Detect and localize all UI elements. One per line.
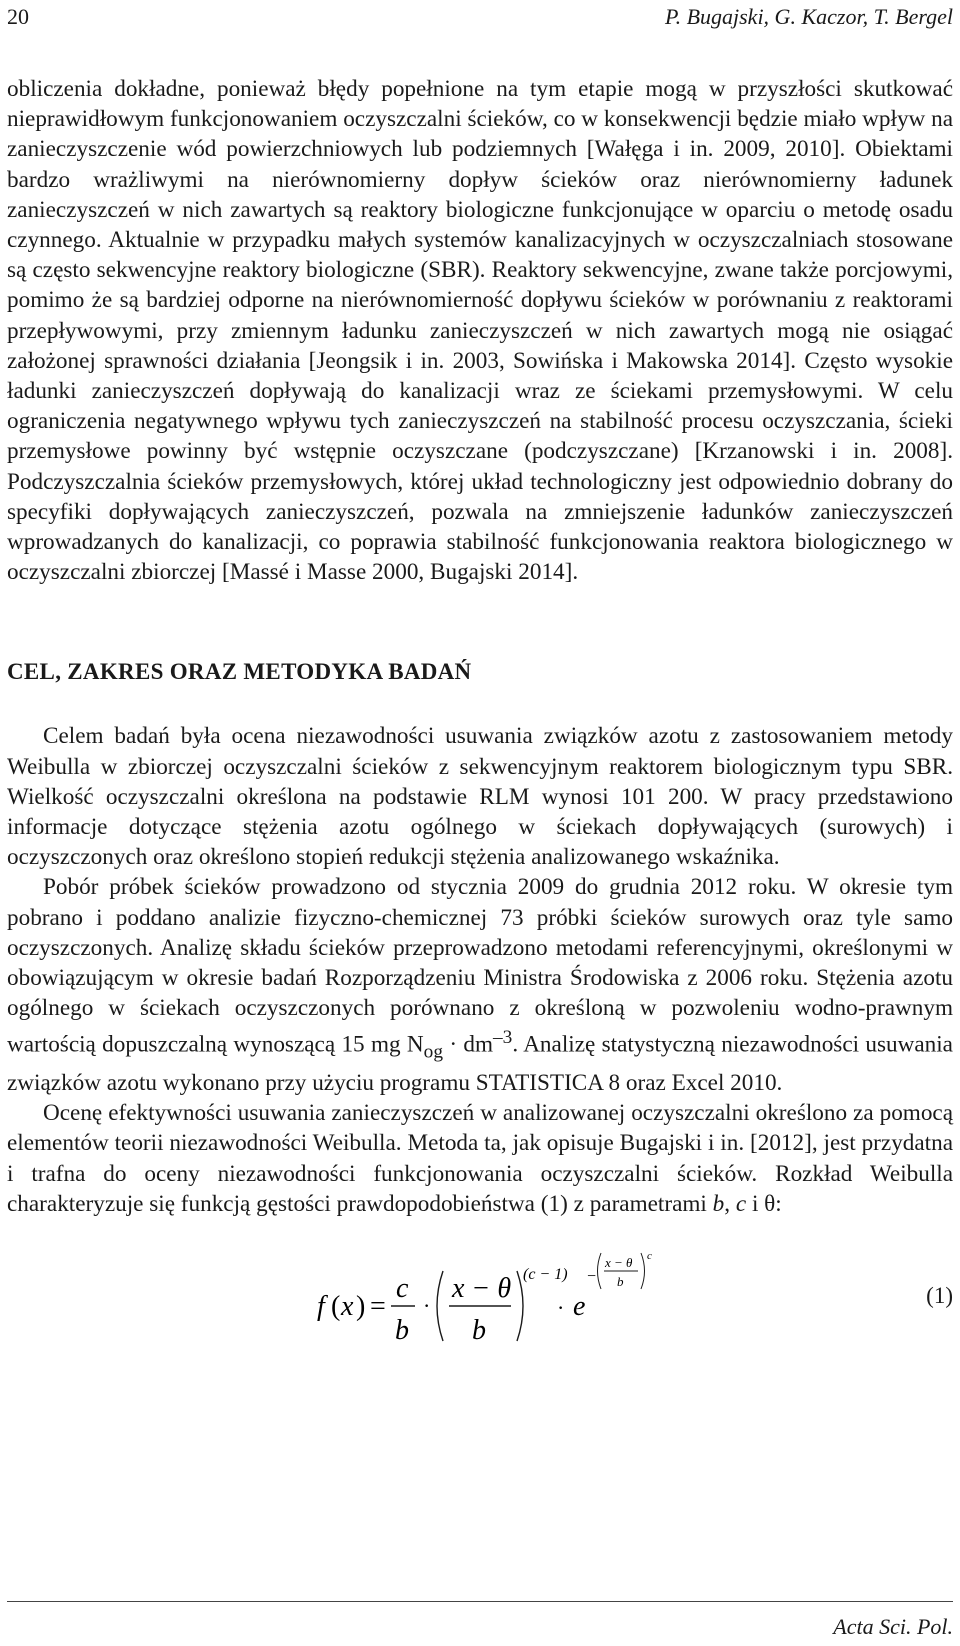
weibull-comma: , — [724, 1190, 736, 1217]
article-body — [7, 74, 953, 1349]
sampling-text-c: . Analizę statystyczną niezawodności usuwania związków azotu wykonano przy użyciu programu STATISTICA 8 oraz Excel 2010. — [7, 1032, 953, 1097]
sampling-text-a: Pobór próbek ścieków prowadzono od stycznia 2009 do grudnia 2012 roku. W okresie tym pobrano i poddano analizie fizyczno-chemicznej 73 próbki ścieków surowych oraz tyle samo oczyszczonych. Analizę składu ścieków przeprowadzono metodami referencyjnymi, określonymi w obowiązującym w okresie badań Rozporządzeniu Ministra Środowiska z 2006 roku. Stężenia azotu ogólnego w ściekach oczyszczonych porównano z określoną w pozwoleniu wodno-prawnym wartością dopuszczalną wynoszącą 15 mg N — [7, 874, 953, 1059]
eq-c: c — [396, 1273, 409, 1305]
eq-x: x — [341, 1291, 354, 1323]
eq-paren-open: ( — [331, 1291, 341, 1323]
eq-big-paren-left — [437, 1271, 443, 1341]
page-header — [7, 4, 953, 34]
eq-exponent-minus: − — [587, 1268, 597, 1286]
equation-number: (1) — [926, 1283, 953, 1309]
eq-exponent-denominator: b — [617, 1274, 624, 1290]
journal-footer: Acta Sci. Pol. — [833, 1614, 953, 1639]
eq-dot-2: · — [557, 1295, 565, 1321]
eq-f: f — [317, 1291, 325, 1323]
param-b: b — [712, 1190, 725, 1217]
footer-divider — [7, 1601, 953, 1602]
sampling-text-b: · dm — [443, 1032, 494, 1059]
eq-exponent-numerator: x − θ — [605, 1255, 633, 1271]
running-head-authors: P. Bugajski, G. Kaczor, T. Bergel — [664, 4, 953, 29]
superscript-minus3: –3 — [493, 1027, 513, 1049]
eq-equals: = — [370, 1291, 386, 1323]
equation-row — [7, 1249, 953, 1349]
eq-small-paren-right — [641, 1253, 645, 1289]
paragraph-weibull — [7, 1098, 953, 1219]
eq-paren-close: ) — [356, 1291, 366, 1323]
eq-b-denominator-2: b — [472, 1315, 486, 1347]
subscript-og: og — [423, 1041, 443, 1063]
page-number: 20 — [7, 4, 29, 29]
eq-exponent-power-c: c — [647, 1250, 652, 1263]
eq-dot-1: · — [423, 1293, 431, 1319]
eq-small-paren-left — [598, 1253, 602, 1289]
param-c: c — [735, 1190, 747, 1217]
eq-x-minus-theta: x − θ — [452, 1273, 512, 1305]
eq-exponent-c-minus-1: (c − 1) — [523, 1266, 568, 1284]
weibull-density-equation — [315, 1249, 655, 1349]
paragraph-intro: obliczenia dokładne, ponieważ błędy popełnione na tym etapie mogą w przyszłości skutkować nieprawidłowym funkcjonowaniem oczyszczalni ścieków, co w konsekwencji będzie miało wpływ na zanieczyszczenie wód powierzchniowych lub podziemnych [Wałęga i in. 2009, 2010]. Obiektami bardzo wrażliwymi na nierównomierny dopływ ścieków oraz nierównomierny ładunek zanieczyszczeń w nich zawartych są reaktory biologiczne funkcjonujące w oparciu o metodę osadu czynnego. Aktualnie w przypadku małych systemów kanalizacyjnych w oczyszczalniach stosowane są często sekwencyjne reaktory biologiczne (SBR). Reaktory sekwencyjne, zwane także porcjowymi, pomimo że są bardziej odporne na nierównomierność dopływu ścieków w porównaniu z reaktorami przepływowymi, przy zmiennym ładunku zanieczyszczeń w nich zawartych mogą nie osiągać założonej sprawności działania [Jeongsik i in. 2003, Sowińska i Makowska 2014]. Często wysokie ładunki zanieczyszczeń dopływają do kanalizacji wraz ze ściekami przemysłowymi. W celu ograniczenia negatywnego wpływu tych zanieczyszczeń na stabilność procesu oczyszczania, ścieki przemysłowe powinny być wstępnie oczyszczane (podczyszczane) [Krzanowski i in. 2008]. Podczyszczalnia ścieków przemysłowych, której układ technologiczny jest odpowiednio dobrany do specyfiki dopływających zanieczyszczeń, pozwala na zmniejszenie ładunków zanieczyszczeń wprowadzanych do kanalizacji, co poprawia stabilność funkcjonowania reaktora biologicznego w oczyszczalni zbiorczej [Massé i Masse 2000, Bugajski 2014]. — [7, 76, 953, 586]
paragraph-aim: Celem badań była ocena niezawodności usuwania związków azotu z zastosowaniem metody Weibulla w zbiorczej oczyszczalni ścieków z sekwencyjnym reaktorem biologicznym typu SBR. Wielkość oczyszczalni określona na podstawie RLM wynosi 101 200. W pracy przedstawiono informacje dotyczące stężenia azotu ogólnego w ściekach dopływających (surowych) i oczyszczonych oraz określono stopień redukcji stężenia analizowanego wskaźnika. — [7, 723, 953, 871]
section-heading: CEL, ZAKRES ORAZ METODYKA BADAŃ — [7, 659, 472, 685]
weibull-text-e: i θ: — [746, 1190, 782, 1217]
weibull-text-a: Ocenę efektywności usuwania zanieczyszczeń w analizowanej oczyszczalni określono za pomocą elementów teorii niezawodności Weibulla. Metoda ta, jak opisuje Bugajski i in. [2012], jest przydatna i trafna do oceny niezawodności funkcjonowania oczyszczalni ścieków. Rozkład Weibulla charakteryzuje się funkcją gęstości prawdopodobieństwa (1) z parametrami — [7, 1100, 953, 1217]
paragraph-sampling — [7, 872, 953, 1098]
eq-b-denominator-1: b — [395, 1315, 409, 1347]
eq-e: e — [573, 1291, 586, 1323]
